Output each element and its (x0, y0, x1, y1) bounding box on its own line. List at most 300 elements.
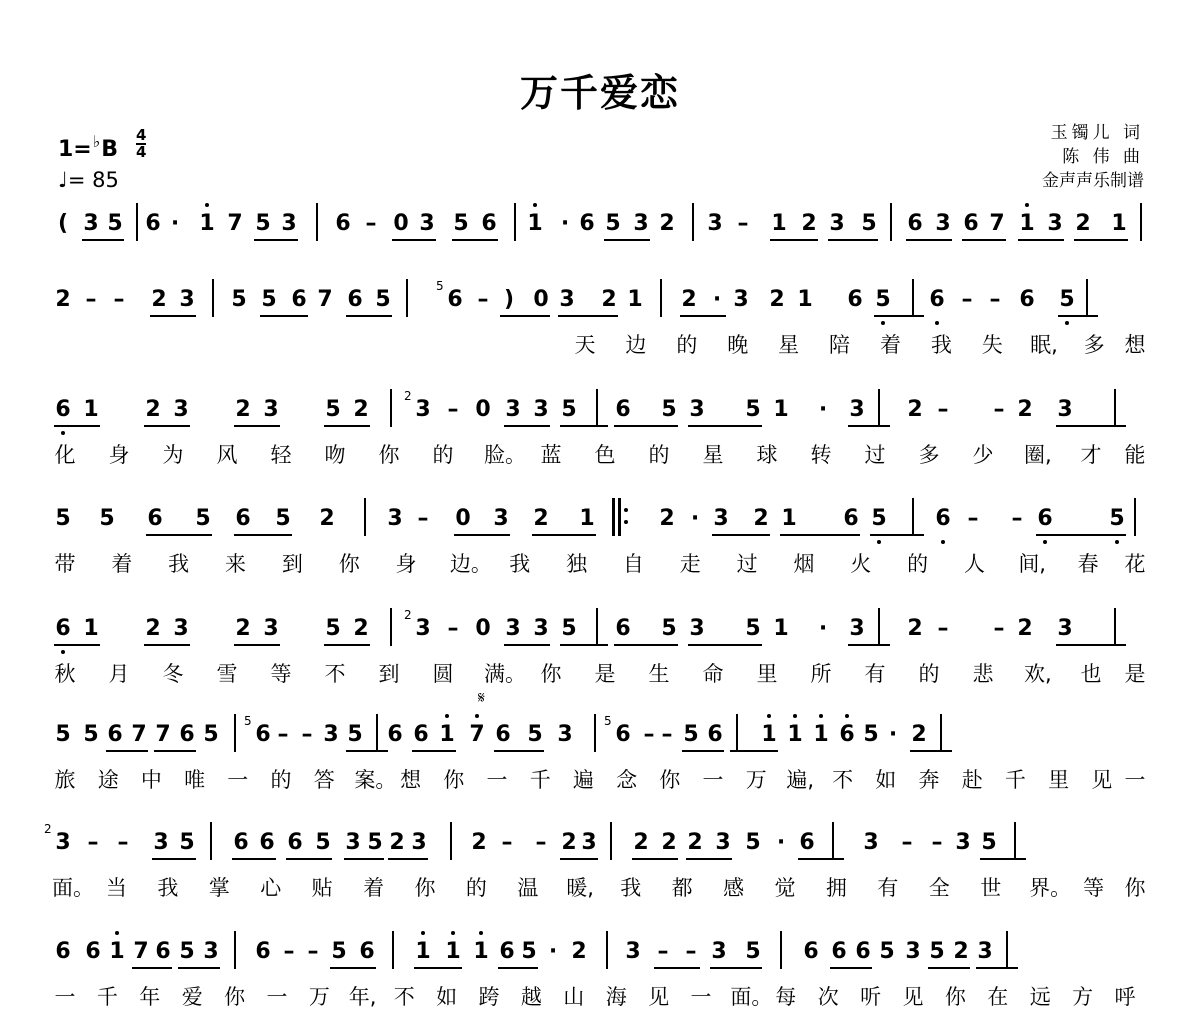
jianpu-note: 3 (977, 939, 993, 964)
eighth-underline (234, 425, 280, 427)
jianpu-note: 2 (633, 830, 649, 855)
barline (390, 608, 392, 646)
jianpu-note: 6 (259, 830, 275, 855)
jianpu-note: 6 (1037, 506, 1053, 531)
lyric-syllable: 我 (168, 552, 190, 576)
jianpu-note: 2 (319, 506, 335, 531)
jianpu-note: 1 (773, 616, 789, 641)
jianpu-note: – (901, 830, 913, 855)
lyric-syllable: 念 (616, 768, 638, 792)
eighth-underline (560, 425, 608, 427)
composer-credit: 陈 伟 曲 (1062, 147, 1144, 167)
high-octave-dot (1025, 203, 1029, 207)
jianpu-note: 2 (907, 397, 923, 422)
jianpu-note: 3 (849, 616, 865, 641)
tempo-value: = 85 (67, 168, 119, 192)
eighth-underline (392, 239, 436, 241)
barline (390, 389, 392, 427)
low-octave-dot (935, 321, 939, 325)
lyric-syllable: 心 (260, 876, 282, 900)
barline (912, 279, 914, 317)
notation-line (52, 608, 1152, 648)
barline (136, 203, 138, 241)
lyric-syllable: 有 (877, 876, 899, 900)
lyric-syllable: 也 (1080, 662, 1102, 686)
jianpu-note: 2 (353, 616, 369, 641)
jianpu-note: 6 (579, 211, 595, 236)
jianpu-note: 6 (615, 616, 631, 641)
jianpu-note: 5 (875, 287, 891, 312)
jianpu-note: 6 (147, 506, 163, 531)
jianpu-note: 6 (495, 722, 511, 747)
jianpu-note: 1 (473, 939, 489, 964)
eighth-underline (688, 644, 762, 646)
lyric-syllable: 赴 (961, 768, 983, 792)
jianpu-note: 2 (801, 211, 817, 236)
lyric-syllable: 化 (54, 443, 76, 467)
barline (392, 931, 394, 969)
jianpu-note: 2 3 (404, 608, 431, 641)
eighth-underline (532, 534, 596, 536)
lyric-syllable: 掌 (208, 876, 230, 900)
jianpu-note: 3 (493, 506, 509, 531)
jianpu-note: 5 (1109, 506, 1125, 531)
jianpu-note: 1 (527, 211, 543, 236)
lyric-syllable: 一 (486, 768, 508, 792)
jianpu-note: 5 (55, 722, 71, 747)
jianpu-note: · (888, 722, 898, 747)
jianpu-note: 5 (661, 397, 677, 422)
eighth-underline (152, 858, 196, 860)
lyric-syllable: 拥 (825, 876, 847, 900)
barline (234, 931, 236, 969)
barline (878, 389, 880, 427)
jianpu-note: 2 (769, 287, 785, 312)
eighth-underline (54, 644, 100, 646)
lyric-syllable: 的 (465, 876, 487, 900)
lyric-syllable: 每 (775, 985, 797, 1009)
jianpu-note: 6 (929, 287, 945, 312)
lyric-syllable: 风 (216, 443, 238, 467)
lyric-syllable: 雪 (216, 662, 238, 686)
time-bottom: 4 (136, 143, 147, 161)
notation-line (52, 279, 1152, 319)
jianpu-note: 6 (145, 211, 161, 236)
eighth-underline (614, 425, 678, 427)
lyric-syllable: 带 (54, 552, 76, 576)
jianpu-note: 6 (803, 939, 819, 964)
jianpu-note: – (87, 830, 99, 855)
lyric-syllable: 秋 (54, 662, 76, 686)
eighth-underline (1056, 644, 1126, 646)
jianpu-note: 5 (179, 939, 195, 964)
eighth-underline (848, 425, 890, 427)
lyric-syllable: 山 (563, 985, 585, 1009)
jianpu-note: 5 (325, 616, 341, 641)
lyric-syllable: 一 (690, 985, 712, 1009)
jianpu-note: 3 (625, 939, 641, 964)
jianpu-note: 3 (715, 830, 731, 855)
lyric-syllable: 烟 (793, 552, 815, 576)
jianpu-note: 3 (711, 939, 727, 964)
notation-line (52, 935, 1152, 971)
jianpu-note: 5 (99, 506, 115, 531)
jianpu-note: – (967, 506, 979, 531)
lyric-syllable: 边 (625, 333, 647, 357)
jianpu-note: 2 (235, 616, 251, 641)
jianpu-note: 3 (263, 397, 279, 422)
eighth-underline (688, 425, 762, 427)
eighth-underline (344, 858, 384, 860)
jianpu-note: 3 (829, 211, 845, 236)
jianpu-note: 5 (331, 939, 347, 964)
eighth-underline (780, 534, 860, 536)
jianpu-note: 2 (661, 830, 677, 855)
jianpu-note: – (993, 397, 1005, 422)
eighth-underline (558, 315, 618, 317)
grace-note: 2 (404, 608, 412, 622)
jianpu-note: 3 (83, 211, 99, 236)
lyrics-line (52, 872, 1152, 898)
eighth-underline (178, 967, 220, 969)
lyric-syllable: 多 (1083, 333, 1105, 357)
barline (780, 931, 782, 969)
jianpu-note: · (712, 287, 722, 312)
jianpu-note: 3 (707, 211, 723, 236)
lyric-syllable: 千 (96, 985, 118, 1009)
lyric-syllable: 奔 (918, 768, 940, 792)
jianpu-note: – (937, 616, 949, 641)
lyric-syllable: 火 (850, 552, 872, 576)
jianpu-note: · (560, 211, 570, 236)
jianpu-note: 3 (411, 830, 427, 855)
lyric-syllable: 圈, (1024, 443, 1052, 467)
lyric-syllable: 生 (648, 662, 670, 686)
jianpu-note: 5 (55, 506, 71, 531)
jianpu-note: 5 (195, 506, 211, 531)
lyric-syllable: 我 (620, 876, 642, 900)
lyric-syllable: 边。 (449, 552, 492, 576)
lyric-syllable: 少 (972, 443, 994, 467)
lyric-syllable: 你 (338, 552, 360, 576)
lyric-syllable: 贴 (311, 876, 333, 900)
lyric-syllable: 一 (1124, 768, 1146, 792)
lyric-syllable: 的 (907, 552, 929, 576)
barline (234, 714, 236, 752)
quarter-note-icon: ♩ (58, 168, 68, 192)
jianpu-note: 1 (813, 722, 829, 747)
lyric-syllable: 世 (980, 876, 1002, 900)
jianpu-note: 2 (145, 397, 161, 422)
lyric-syllable: 着 (111, 552, 133, 576)
eighth-underline (150, 315, 196, 317)
jianpu-note: 1 (797, 287, 813, 312)
eighth-underline (286, 858, 332, 860)
jianpu-note: – (501, 830, 513, 855)
eighth-underline (498, 967, 538, 969)
jianpu-note: 2 (687, 830, 703, 855)
lyric-syllable: 暖, (566, 876, 594, 900)
lyric-syllable: 一 (227, 768, 249, 792)
jianpu-note: – (447, 397, 459, 422)
barline (1140, 203, 1142, 241)
key-signature (58, 126, 147, 162)
barline (596, 608, 598, 646)
eighth-underline (928, 967, 970, 969)
jianpu-note: 5 (745, 616, 761, 641)
jianpu-note: – (283, 939, 295, 964)
jianpu-note: 6 (359, 939, 375, 964)
jianpu-note: – (657, 939, 669, 964)
eighth-underline (710, 967, 762, 969)
lyric-syllable: 我 (157, 876, 179, 900)
lyric-syllable: 你 (443, 768, 465, 792)
high-octave-dot (533, 203, 537, 207)
jianpu-note: 5 (561, 397, 577, 422)
eighth-underline (82, 239, 124, 241)
lyric-syllable: 自 (622, 552, 644, 576)
jianpu-note: – (1011, 506, 1023, 531)
jianpu-note: 3 (533, 397, 549, 422)
lyric-syllable: 陪 (829, 333, 851, 357)
grace-note: 5 (436, 279, 444, 293)
jianpu-note: 6 (1019, 287, 1035, 312)
lyric-syllable: 感 (723, 876, 745, 900)
lyric-syllable: 万 (308, 985, 330, 1009)
lyrics-line (52, 329, 1152, 355)
jianpu-note: 6 (155, 939, 171, 964)
lyric-syllable: 才 (1080, 443, 1102, 467)
jianpu-note: 6 (799, 830, 815, 855)
jianpu-note: 5 (375, 287, 391, 312)
high-octave-dot (475, 714, 479, 718)
lyrics-line (52, 764, 1152, 790)
notation-line (52, 502, 1152, 538)
eighth-underline (494, 750, 544, 752)
jianpu-note: 0 (533, 287, 549, 312)
jianpu-note: 2 (659, 506, 675, 531)
lyric-syllable: 等 (1083, 876, 1105, 900)
eighth-underline (910, 750, 952, 752)
jianpu-note: – (301, 722, 313, 747)
jianpu-note: 3 (323, 722, 339, 747)
jianpu-note: 3 (633, 211, 649, 236)
barline (692, 203, 694, 241)
jianpu-note: 5 (863, 722, 879, 747)
jianpu-note: 2 (659, 211, 675, 236)
low-octave-dot (1065, 321, 1069, 325)
lyric-syllable: 的 (270, 768, 292, 792)
low-octave-dot (941, 540, 945, 544)
eighth-underline (828, 239, 878, 241)
barline (940, 714, 942, 752)
jianpu-note: 3 (713, 506, 729, 531)
jianpu-note: 3 (849, 397, 865, 422)
jianpu-note: 6 (291, 287, 307, 312)
eighth-underline (712, 534, 770, 536)
jianpu-note: 3 (419, 211, 435, 236)
low-octave-dot (877, 540, 881, 544)
lyric-syllable: 万 (745, 768, 767, 792)
lyric-syllable: 星 (702, 443, 724, 467)
jianpu-note: 3 (559, 287, 575, 312)
lyric-syllable: 跨 (478, 985, 500, 1009)
jianpu-note: 1 (773, 397, 789, 422)
lyric-syllable: 当 (105, 876, 127, 900)
jianpu-note: 3 (557, 722, 573, 747)
jianpu-note: 5 (1059, 287, 1075, 312)
lyric-syllable: 走 (679, 552, 701, 576)
eighth-underline (874, 315, 924, 317)
jianpu-note: 3 (387, 506, 403, 531)
jianpu-note: 7 (131, 722, 147, 747)
jianpu-note: 1 (83, 616, 99, 641)
lyric-syllable: 界。 (1029, 876, 1072, 900)
grace-note: 2 (44, 822, 52, 836)
lyric-syllable: 不 (393, 985, 415, 1009)
notation-line (52, 207, 1152, 243)
jianpu-note: 6 (55, 397, 71, 422)
jianpu-note: 3 (935, 211, 951, 236)
publisher-credit: 金声声乐制谱 (1042, 171, 1144, 191)
lyric-syllable: 人 (963, 552, 985, 576)
lyric-syllable: 如 (875, 768, 897, 792)
eighth-underline (686, 858, 732, 860)
lyric-syllable: 过 (864, 443, 886, 467)
jianpu-note: 1 (415, 939, 431, 964)
jianpu-note: 2 (389, 830, 405, 855)
jianpu-note: 1 (445, 939, 461, 964)
lyric-syllable: 在 (987, 985, 1009, 1009)
lyric-syllable: 你 (944, 985, 966, 1009)
jianpu-note: – (737, 211, 749, 236)
jianpu-note: 1 (787, 722, 803, 747)
lyric-syllable: 面。 (52, 876, 94, 900)
barline (594, 714, 596, 752)
eighth-underline (346, 315, 392, 317)
lyric-syllable: 轻 (270, 443, 292, 467)
repeat-start-barline (612, 498, 628, 536)
jianpu-note: 6 (287, 830, 303, 855)
jianpu-note: 2 (151, 287, 167, 312)
barline (912, 498, 914, 536)
lyric-syllable: 爱 (181, 985, 203, 1009)
jianpu-note: 3 (203, 939, 219, 964)
lyric-syllable: 不 (324, 662, 346, 686)
jianpu-note: 2 (561, 830, 577, 855)
jianpu-note: 5 (107, 211, 123, 236)
lyric-syllable: 千 (529, 768, 551, 792)
lyric-syllable: 是 (594, 662, 616, 686)
jianpu-note: 5 (179, 830, 195, 855)
jianpu-note: – (937, 397, 949, 422)
jianpu-note: 5 6 (604, 714, 631, 747)
jianpu-note: ( (57, 211, 69, 236)
jianpu-note: 7 (317, 287, 333, 312)
jianpu-note: 5 (561, 616, 577, 641)
flat-sign: ♭ (92, 132, 101, 151)
jianpu-note: 5 (683, 722, 699, 747)
lyric-syllable: 独 (566, 552, 588, 576)
jianpu-note: · (170, 211, 180, 236)
jianpu-note: – (989, 287, 1001, 312)
jianpu-note: 1 (83, 397, 99, 422)
jianpu-note: 2 3 (404, 389, 431, 422)
eighth-underline (976, 967, 1018, 969)
lyric-syllable: 一 (54, 985, 76, 1009)
jianpu-note: 2 (571, 939, 587, 964)
jianpu-note: 5 (981, 830, 997, 855)
high-octave-dot (205, 203, 209, 207)
jianpu-note: 2 (235, 397, 251, 422)
high-octave-dot (793, 714, 797, 718)
jianpu-note: 7 (989, 211, 1005, 236)
eighth-underline (144, 425, 190, 427)
segno-sign: 𝄋 (478, 688, 485, 707)
lyric-syllable: 见 (1091, 768, 1113, 792)
song-title: 万千爱恋 (519, 71, 680, 115)
lyric-syllable: 满。 (484, 662, 526, 686)
eighth-underline (962, 239, 1006, 241)
eighth-underline (906, 239, 952, 241)
jianpu-note: 5 (231, 287, 247, 312)
jianpu-note: 5 (315, 830, 331, 855)
jianpu-note: 1 (439, 722, 455, 747)
eighth-underline (500, 315, 550, 317)
jianpu-note: 5 (929, 939, 945, 964)
lyric-syllable: 到 (378, 662, 400, 686)
jianpu-note: 2 (753, 506, 769, 531)
barline (1014, 822, 1016, 860)
barline (210, 822, 212, 860)
eighth-underline (412, 750, 456, 752)
lyric-syllable: 里 (1048, 768, 1070, 792)
jianpu-note: 2 (1017, 397, 1033, 422)
low-octave-dot (881, 321, 885, 325)
lyric-syllable: 来 (225, 552, 247, 576)
jianpu-note: 6 (413, 722, 429, 747)
lyric-syllable: 过 (736, 552, 758, 576)
jianpu-note: 2 (55, 287, 71, 312)
jianpu-note: 7 (155, 722, 171, 747)
jianpu-note: – (447, 616, 459, 641)
eighth-underline (260, 315, 308, 317)
barline (1114, 389, 1116, 427)
barline (450, 822, 452, 860)
jianpu-note: – (417, 506, 429, 531)
jianpu-note: 1 (1019, 211, 1035, 236)
jianpu-note: 5 (83, 722, 99, 747)
jianpu-note: 3 (863, 830, 879, 855)
jianpu-note: 1 (579, 506, 595, 531)
jianpu-note: – (85, 287, 97, 312)
high-octave-dot (767, 714, 771, 718)
lyric-syllable: 到 (281, 552, 303, 576)
jianpu-note: 3 (689, 616, 705, 641)
eighth-underline (234, 644, 280, 646)
eighth-underline (1058, 315, 1098, 317)
lyric-syllable: 年, (348, 985, 377, 1009)
eighth-underline (560, 644, 608, 646)
lyric-syllable: 案。 (354, 768, 397, 792)
jianpu-note: 6 (707, 722, 723, 747)
jianpu-note: 0 (455, 506, 471, 531)
lyric-syllable: 失 (981, 333, 1003, 357)
barline (878, 608, 880, 646)
jianpu-note: · (548, 939, 558, 964)
jianpu-note: 5 (453, 211, 469, 236)
jianpu-note: · (818, 616, 828, 641)
